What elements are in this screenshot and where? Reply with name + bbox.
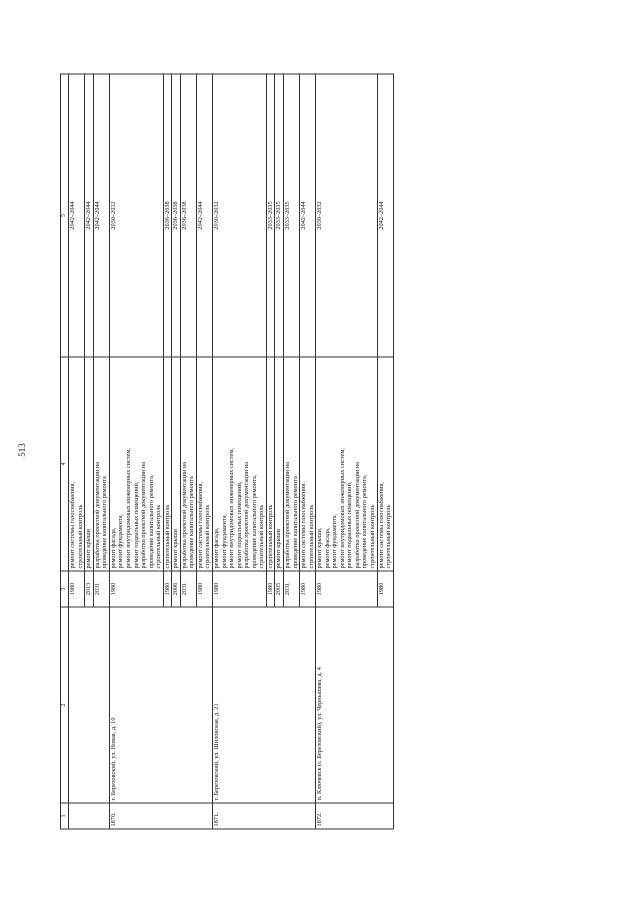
repair-period: 2042–2044 bbox=[69, 74, 85, 357]
work-line: проведение капитального ремонта bbox=[188, 476, 196, 569]
work-types bbox=[163, 357, 172, 571]
work-line: ремонт системы газоснабжения, bbox=[300, 482, 308, 569]
work-line: строительный контроль bbox=[266, 504, 274, 569]
work-types bbox=[377, 357, 393, 571]
work-line: ремонт крыши bbox=[172, 529, 180, 569]
work-line: строительный контроль bbox=[155, 504, 163, 569]
table-row bbox=[69, 74, 85, 829]
work-types bbox=[213, 357, 267, 571]
header-cell: 2 bbox=[61, 607, 69, 803]
work-line: ремонт крыши bbox=[275, 529, 283, 569]
work-line: строительный контроль bbox=[368, 504, 376, 569]
repair-period: 2030–2032 bbox=[213, 74, 267, 357]
object-number: 1871. bbox=[213, 803, 316, 829]
work-types bbox=[85, 357, 94, 571]
work-types bbox=[283, 357, 299, 571]
build-year: 1980 bbox=[213, 571, 267, 607]
work-line: ремонт системы газоснабжения, bbox=[69, 482, 77, 569]
build-year: 1980 bbox=[196, 571, 212, 607]
work-types bbox=[266, 357, 275, 571]
repair-period: 2036–2038 bbox=[180, 74, 196, 357]
work-line: ремонт фундамента, bbox=[117, 513, 125, 569]
work-line: проведение капитального ремонта bbox=[291, 476, 299, 569]
repair-schedule-table bbox=[60, 74, 394, 830]
repair-period: 2030–2032 bbox=[316, 74, 377, 357]
header-cell: 4 bbox=[61, 357, 69, 571]
work-types bbox=[69, 357, 85, 571]
work-line: разработка проектной документации на bbox=[353, 462, 361, 569]
table-body bbox=[61, 74, 394, 829]
build-year: 2005 bbox=[275, 571, 284, 607]
work-line: ремонт фундамента, bbox=[220, 513, 228, 569]
table-row bbox=[316, 74, 377, 829]
work-line: ремонт внутридомовых инженерных систем, bbox=[125, 448, 133, 569]
work-line: ремонт подвальных помещений, bbox=[346, 481, 354, 569]
repair-period: 2036–2038 bbox=[172, 74, 181, 357]
build-year: 2013 bbox=[85, 571, 94, 607]
work-line: строительный контроль bbox=[76, 504, 84, 569]
work-types bbox=[316, 357, 377, 571]
work-line: ремонт фундамента, bbox=[331, 513, 339, 569]
repair-period: 2033–2035 bbox=[275, 74, 284, 357]
repair-period: 2036–2038 bbox=[163, 74, 172, 357]
work-line: ремонт подвальных помещений, bbox=[132, 481, 140, 569]
build-year: 1980 bbox=[109, 571, 163, 607]
object-number bbox=[69, 803, 110, 829]
work-line: разработка проектной документации на bbox=[283, 462, 291, 569]
work-types bbox=[172, 357, 181, 571]
object-address: г. Березовский, ул. Шиловская, д. 21 bbox=[213, 607, 316, 803]
object-address: п. Ключевск (г. Березовский), ул. Чернышева, д. 4 bbox=[316, 607, 393, 803]
header-cell: 1 bbox=[61, 803, 69, 829]
build-year: 1980 bbox=[163, 571, 172, 607]
work-line: ремонт фасада, bbox=[213, 527, 221, 569]
work-types bbox=[93, 357, 109, 571]
work-line: разработка проектной документации на bbox=[180, 462, 188, 569]
build-year: 1980 bbox=[316, 571, 377, 607]
work-line: ремонт фасада, bbox=[109, 527, 117, 569]
repair-period: 2042–2044 bbox=[85, 74, 94, 357]
repair-period: 2042–2044 bbox=[93, 74, 109, 357]
build-year: 2006 bbox=[172, 571, 181, 607]
repair-period: 2042–2044 bbox=[377, 74, 393, 357]
work-line: разработка проектной документации на bbox=[243, 462, 251, 569]
repair-period: 2042–2044 bbox=[196, 74, 212, 357]
work-line: ремонт крыши, bbox=[316, 527, 324, 569]
repair-period: 2033–2035 bbox=[283, 74, 299, 357]
work-line: ремонт внутридомовых инженерных систем, bbox=[228, 448, 236, 569]
work-types bbox=[180, 357, 196, 571]
work-line: ремонт подвальных помещений, bbox=[235, 481, 243, 569]
work-line: строительный контроль bbox=[163, 504, 171, 569]
repair-period: 2042–2044 bbox=[300, 74, 316, 357]
work-types bbox=[275, 357, 284, 571]
repair-period: 2030–2032 bbox=[109, 74, 163, 357]
work-types bbox=[196, 357, 212, 571]
build-year: 1980 bbox=[377, 571, 393, 607]
work-line: строительный контроль bbox=[258, 504, 266, 569]
rotated-page bbox=[60, 75, 580, 830]
table-row bbox=[109, 74, 163, 829]
repair-period: 2033–2035 bbox=[266, 74, 275, 357]
work-line: строительный контроль bbox=[385, 504, 393, 569]
work-line: проведение капитального ремонта, bbox=[147, 474, 155, 569]
build-year: 2031 bbox=[283, 571, 299, 607]
object-address bbox=[69, 607, 110, 803]
table-row bbox=[213, 74, 267, 829]
work-line: строительный контроль bbox=[307, 504, 315, 569]
object-number: 1870. bbox=[109, 803, 212, 829]
build-year: 1980 bbox=[300, 571, 316, 607]
work-types bbox=[109, 357, 163, 571]
work-line: проведение капитального ремонта bbox=[101, 476, 109, 569]
work-types bbox=[300, 357, 316, 571]
object-address: г. Березовский, ул. Новая, д. 10 bbox=[109, 607, 212, 803]
header-row bbox=[61, 74, 69, 829]
page-number: 513 bbox=[17, 443, 27, 457]
build-year: 2031 bbox=[180, 571, 196, 607]
work-line: ремонт системы газоснабжения, bbox=[196, 482, 204, 569]
object-number: 1872. bbox=[316, 803, 393, 829]
build-year: 1980 bbox=[69, 571, 85, 607]
work-line: разработка проектной документации на bbox=[140, 462, 148, 569]
work-line: строительный контроль bbox=[204, 504, 212, 569]
build-year: 1980 bbox=[266, 571, 275, 607]
work-line: ремонт крыши bbox=[85, 529, 93, 569]
work-line: ремонт системы газоснабжения, bbox=[377, 482, 385, 569]
work-line: ремонт внутридомовых инженерных систем, bbox=[338, 448, 346, 569]
work-line: разработка проектной документации на bbox=[93, 462, 101, 569]
build-year: 2031 bbox=[93, 571, 109, 607]
work-line: ремонт фасада, bbox=[323, 527, 331, 569]
header-cell: 3 bbox=[61, 571, 69, 607]
work-line: проведение капитального ремонта, bbox=[361, 474, 369, 569]
header-cell: 5 bbox=[61, 74, 69, 357]
work-line: проведение капитального ремонта, bbox=[250, 474, 258, 569]
